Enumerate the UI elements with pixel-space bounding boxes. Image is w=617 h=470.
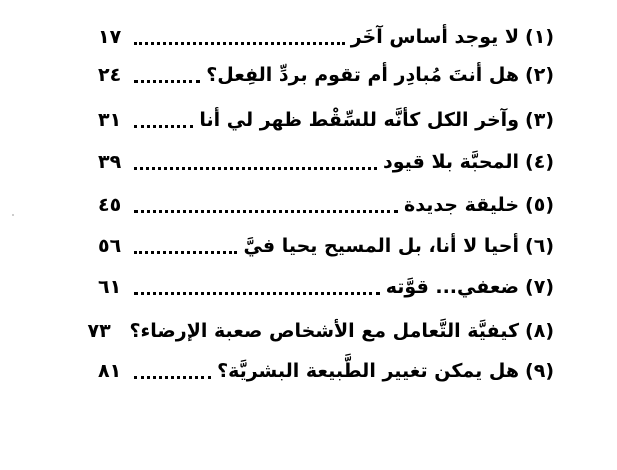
entry-title: ضعفي... قوَّته (385, 276, 520, 298)
toc-entry-7 (98, 270, 554, 304)
toc-entry-8 (87, 314, 554, 348)
entry-page-number: ٣٩ (98, 151, 122, 173)
entry-title: المحبَّة بلا قيود (383, 151, 520, 173)
entry-title: وآخر الكل كأنَّه للسِّقْط ظهر لي أنا (199, 109, 520, 131)
toc-entry-4 (98, 145, 554, 179)
entry-number: (٧) (525, 276, 554, 298)
entry-page-number: ٣١ (98, 109, 122, 131)
entry-title: هل يمكن تغيير الطَّبيعة البشريَّة؟ (217, 360, 520, 382)
entry-page-number: ٦١ (98, 276, 122, 298)
entry-page-number: ١٧ (98, 26, 122, 48)
entry-page-number: ٧٣ (87, 320, 111, 342)
dot-leader (134, 354, 211, 388)
entry-number: (٤) (525, 151, 554, 173)
toc-entry-1 (98, 20, 554, 54)
dot-leader (134, 20, 345, 54)
entry-number: (٢) (525, 64, 554, 86)
entry-number: (٦) (525, 235, 554, 257)
dot-leader (134, 229, 237, 263)
entry-page-number: ٨١ (98, 360, 122, 382)
dot-leader (134, 188, 398, 222)
entry-title: هل أنتَ مُبادِر أم تقوم بردِّ الفِعل؟ (206, 64, 520, 86)
dot-leader (134, 145, 377, 179)
toc-entry-3 (98, 103, 554, 137)
toc-entry-2 (98, 58, 554, 92)
entry-title: كيفيَّة التَّعامل مع الأشخاص صعبة الإرضاء؟ (129, 320, 520, 342)
scan-speck (12, 214, 14, 216)
toc-entry-5 (98, 188, 554, 222)
entry-number: (١) (525, 26, 554, 48)
entry-page-number: ٤٥ (98, 194, 122, 216)
cut-off-bottom-line (0, 454, 617, 470)
dot-leader (134, 58, 200, 92)
entry-title: لا يوجد أساس آخَر (350, 26, 520, 48)
entry-number: (٨) (525, 320, 554, 342)
cut-off-top-line (280, 0, 550, 5)
entry-number: (٩) (525, 360, 554, 382)
toc-entry-9 (98, 354, 554, 388)
dot-leader (134, 103, 193, 137)
entry-number: (٣) (525, 109, 554, 131)
entry-page-number: ٢٤ (98, 64, 122, 86)
dot-leader (134, 270, 380, 304)
entry-title: خليقة جديدة (404, 194, 520, 216)
entry-page-number: ٥٦ (98, 235, 122, 257)
entry-title: أحيا لا أنا، بل المسيح يحيا فيَّ (243, 235, 520, 257)
entry-number: (٥) (525, 194, 554, 216)
toc-entry-6 (98, 229, 554, 263)
